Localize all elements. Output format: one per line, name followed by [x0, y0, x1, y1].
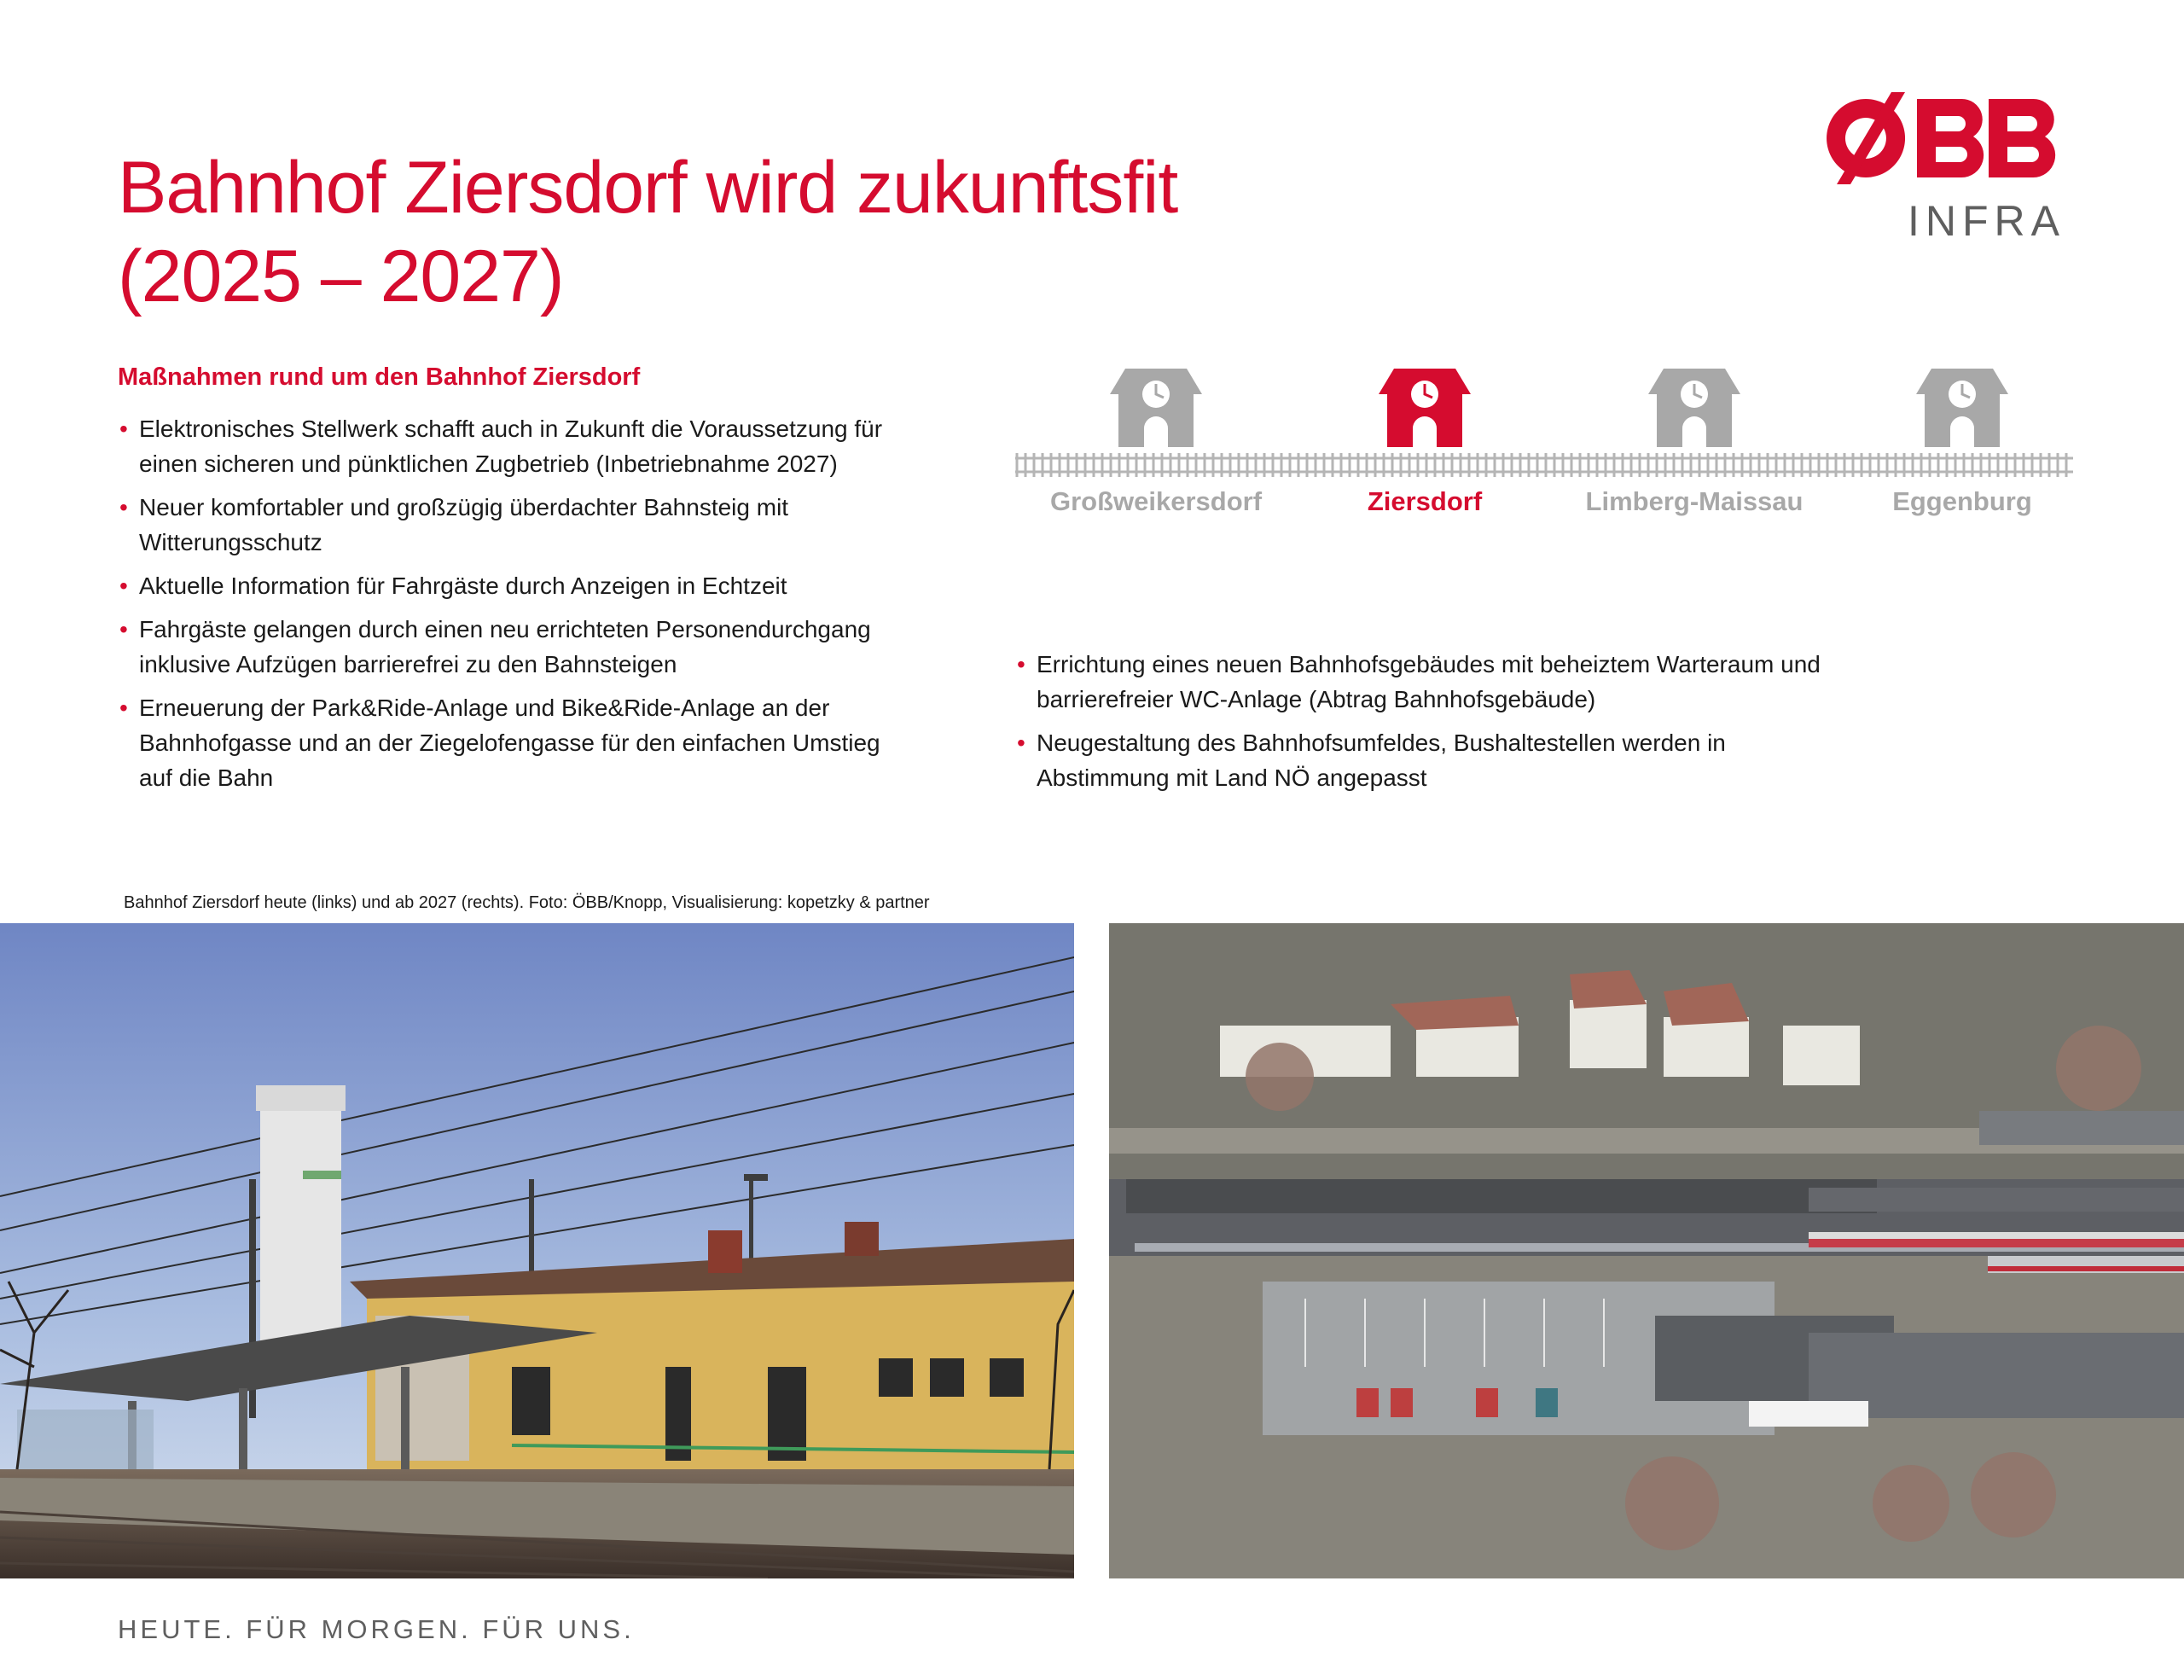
- title-line-1: Bahnhof Ziersdorf wird zukunftsfit: [118, 147, 1178, 229]
- station-clock-house-icon: [1110, 369, 1202, 447]
- photo-station-today: [0, 923, 1074, 1578]
- railway-line-diagram: [1007, 358, 2082, 529]
- bullet-icon: •: [1017, 730, 1025, 756]
- measure-item: [1015, 647, 1834, 717]
- measure-item: [118, 568, 911, 603]
- bullet-icon: •: [119, 616, 128, 642]
- bullet-icon: •: [119, 695, 128, 721]
- station-label: Ziersdorf: [1367, 486, 1483, 516]
- station-label: Großweikersdorf: [1049, 486, 1263, 516]
- bullet-icon: •: [119, 416, 128, 442]
- measure-text: Aktuelle Information für Fahrgäste durch Anzeigen in Echtzeit: [139, 573, 787, 599]
- measure-text: Errichtung eines neuen Bahnhofsgebäudes mit beheiztem Warteraum und barrierefreier WC-Anlage (Abtrag Bahnhofsgebäude): [1037, 651, 1821, 712]
- footer-slogan: HEUTE. FÜR MORGEN. FÜR UNS.: [118, 1614, 635, 1644]
- bullet-icon: •: [119, 494, 128, 520]
- station-clock-house-icon: [1648, 369, 1740, 447]
- photo-caption: Bahnhof Ziersdorf heute (links) und ab 2027 (rechts). Foto: ÖBB/Knopp, Visualisierung: kopetzky & partner: [124, 893, 930, 912]
- title-line-2: (2025 – 2027): [118, 235, 564, 317]
- station-label: Limberg-Maissau: [1585, 486, 1804, 516]
- measure-item: [118, 612, 911, 682]
- measure-text: Neugestaltung des Bahnhofsumfeldes, Bushaltestellen werden in Abstimmung mit Land NÖ angepasst: [1037, 730, 1726, 791]
- station-2027-rendering-image: [1109, 923, 2184, 1578]
- station-clock-house-icon: [1379, 369, 1471, 447]
- logo-subtitle: INFRA: [1908, 197, 2065, 245]
- measure-item: [1015, 725, 1834, 795]
- obb-logo-mark-icon: [1821, 92, 2069, 186]
- measure-item: [118, 690, 911, 795]
- page-title: [118, 143, 1397, 321]
- measure-text: Elektronisches Stellwerk schafft auch in Zukunft die Voraussetzung für einen sicheren und pünktlichen Zugbetrieb (Inbetriebnahme 2027): [139, 416, 883, 477]
- measures-list-left: [118, 411, 911, 804]
- measures-heading: Maßnahmen rund um den Bahnhof Ziersdorf: [118, 363, 641, 391]
- measure-item: [118, 490, 911, 560]
- measures-list-right: [1015, 647, 1834, 804]
- railway-track-svg: [1007, 358, 2082, 478]
- obb-infra-logo: [1821, 92, 2069, 246]
- bullet-icon: •: [1017, 651, 1025, 677]
- measure-text: Erneuerung der Park&Ride-Anlage und Bike&Ride-Anlage an der Bahnhofgasse und an der Ziegelofengasse für den einfachen Umstieg auf die Bahn: [139, 695, 880, 791]
- measure-text: Neuer komfortabler und großzügig überdachter Bahnsteig mit Witterungsschutz: [139, 494, 789, 555]
- bullet-icon: •: [119, 573, 128, 599]
- measure-item: [118, 411, 911, 481]
- station-today-image: [0, 923, 1074, 1578]
- station-label: Eggenburg: [1892, 486, 2032, 516]
- measure-text: Fahrgäste gelangen durch einen neu errichteten Personendurchgang inklusive Aufzügen barrierefrei zu den Bahnsteigen: [139, 616, 871, 677]
- photo-station-2027-visualization: [1109, 923, 2184, 1578]
- station-clock-house-icon: [1916, 369, 2008, 447]
